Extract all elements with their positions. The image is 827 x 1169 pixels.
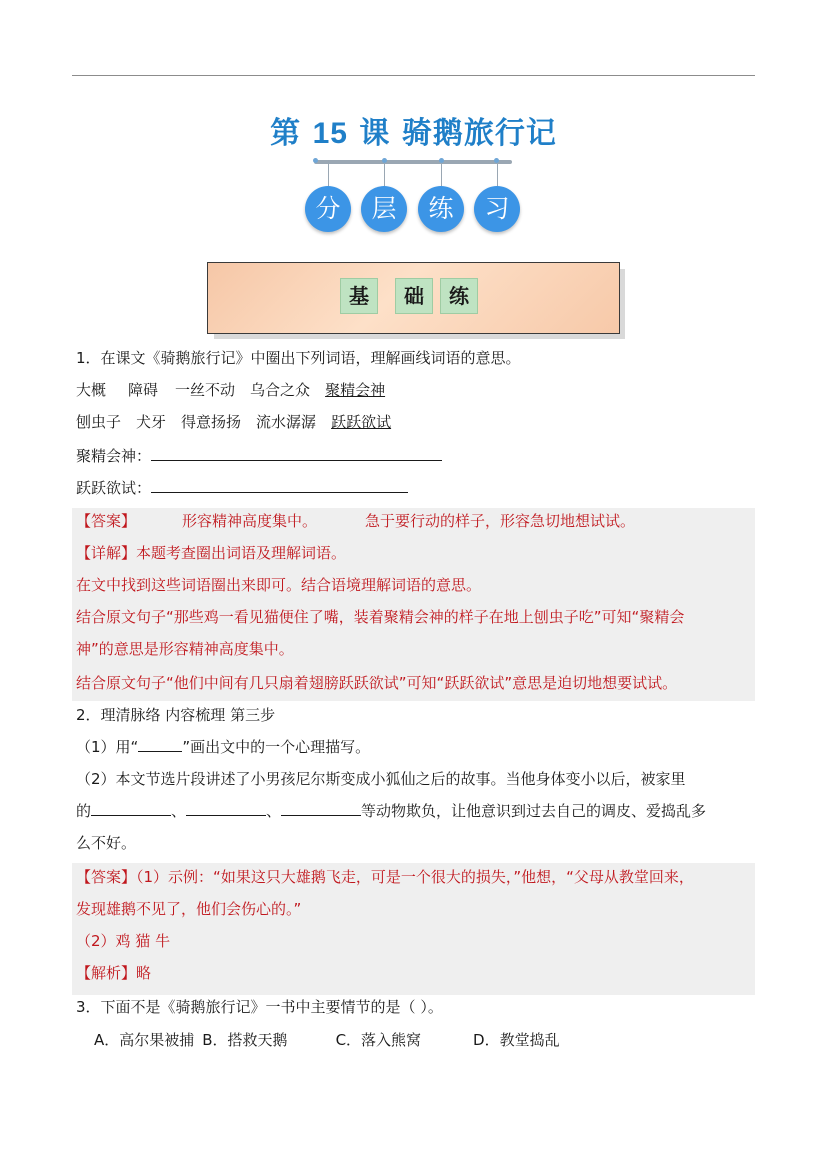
rail-dot [382,158,387,163]
detail-tag: 【详解】 [76,544,137,562]
detail-line [76,542,346,563]
question-2-sub2-line1: （2）本文节选片段讲述了小男孩尼尔斯变成小狐仙之后的故事。当他身体变小以后，被家里 [76,770,686,788]
rail-stem [328,164,329,186]
analysis-line [76,962,151,983]
question-1-stem: 1．在课文《骑鹅旅行记》中圈出下列词语，理解画线词语的意思。 [76,349,521,367]
lesson-number: 15 [312,117,348,150]
bubble-lian: 练 [418,186,464,232]
bubble-xi: 习 [474,186,520,232]
answer-text: 形容精神高度集中。 [182,512,318,530]
word: 乌合之众 [250,381,311,399]
separator: 、 [171,802,187,820]
detail-line: 神”的意思是形容精神高度集中。 [76,640,294,658]
rail-dot [313,158,318,163]
page-title [0,108,827,152]
answer-blank[interactable] [281,803,361,816]
detail-line: 结合原文句子“那些鸡一看见猫便住了嘴，装着聚精会神的样子在地上刨虫子吃”可知“聚精会 [76,608,685,626]
question-2-sub2-line2 [76,800,706,821]
question-3-options [94,1029,560,1050]
detail-text: 本题考查圈出词语及理解词语。 [136,544,347,562]
word: 犬牙 [136,413,167,431]
answer-blank[interactable] [186,803,266,816]
answer-blank[interactable] [151,480,408,493]
answer-blank[interactable] [91,803,171,816]
answer-blank[interactable] [151,448,442,461]
word: 得意扬扬 [181,413,242,431]
bubble-fen: 分 [305,186,351,232]
answer-2-line [76,866,694,887]
answer-1-line [76,510,635,531]
answer-tag: 【答案】 [76,512,137,530]
answer-2-line: （2）鸡 猫 牛 [76,932,171,950]
blank-label: 跃跃欲试： [76,479,152,497]
analysis-text: 略 [136,964,152,982]
word: 一丝不动 [175,381,236,399]
banner-tile: 练 [440,278,478,314]
underlined-word: 跃跃欲试 [331,413,392,431]
sub-text: ”画出文中的一个心理描写。 [182,738,371,756]
blank-label: 聚精会神： [76,447,152,465]
title-prefix: 第 [270,116,302,151]
title-suffix: 课 骑鹅旅行记 [359,116,557,151]
banner-tile: 基 [340,278,378,314]
detail-line: 结合原文句子“他们中间有几只扇着翅膀跃跃欲试”可知“跃跃欲试”意思是迫切地想要试试。 [76,674,678,692]
question-2-sub1 [76,736,370,757]
detail-line: 在文中找到这些词语圈出来即可。结合语境理解词语的意思。 [76,576,482,594]
word: 刨虫子 [76,413,122,431]
rail-stem [497,164,498,186]
bubble-ceng: 层 [361,186,407,232]
analysis-tag: 【解析】 [76,964,137,982]
sub-text: 的 [76,802,92,820]
answer-2-line: 发现雄鹅不见了，他们会伤心的。” [76,900,302,918]
question-2-stem: 2．理清脉络 内容梳理 第三步 [76,706,276,724]
word: 大概 [76,381,107,399]
header-rule [72,75,755,76]
blank-line-2 [76,477,408,498]
answer-text: 急于要行动的样子，形容急切地想试试。 [365,512,636,530]
option-c[interactable]: C．落入熊窝 [335,1031,422,1049]
sub-text: （1）用“ [76,738,139,756]
option-b[interactable]: B．搭救天鹅 [202,1031,288,1049]
word-row-2 [76,411,391,432]
bubble-rail [314,160,512,164]
question-2-sub2-line3: 么不好。 [76,834,137,852]
banner-tile: 础 [395,278,433,314]
answer-blank[interactable] [138,739,182,752]
separator: 、 [266,802,282,820]
blank-line-1 [76,445,442,466]
rail-dot [494,158,499,163]
question-3-stem: 3．下面不是《骑鹅旅行记》一书中主要情节的是（ ）。 [76,998,443,1016]
underlined-word: 聚精会神 [325,381,386,399]
rail-dot [439,158,444,163]
option-a[interactable]: A．高尔果被捕 [94,1031,195,1049]
answer-text: （1）示例：“如果这只大雄鹅飞走，可是一个很大的损失，”他想，“父母从教堂回来， [136,868,694,886]
word-row-1 [76,379,385,400]
word: 流水潺潺 [256,413,317,431]
answer-tag: 【答案】 [76,868,137,886]
rail-stem [384,164,385,186]
word: 障碍 [128,381,159,399]
option-d[interactable]: D．教堂捣乱 [473,1031,560,1049]
rail-stem [441,164,442,186]
sub-text: 等动物欺负，让他意识到过去自己的调皮、爱捣乱多 [361,802,707,820]
